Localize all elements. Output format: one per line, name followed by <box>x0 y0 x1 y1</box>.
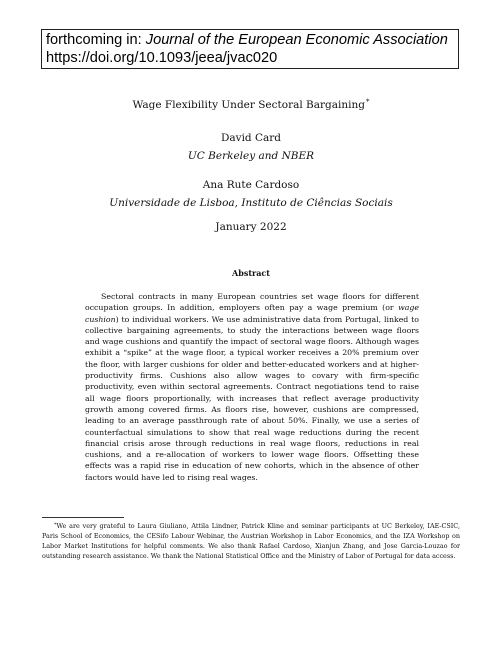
author-affiliation: UC Berkeley and NBER <box>187 150 315 162</box>
abstract-body <box>85 291 419 483</box>
author-name: David Card <box>220 132 282 144</box>
footnote-mark: * <box>54 522 57 528</box>
paper-title <box>0 98 502 111</box>
abstract-heading: Abstract <box>232 268 270 278</box>
publication-date: January 2022 <box>215 221 287 233</box>
abstract-text-part: Sectoral contracts in many European countries set wage floors for different occupation groups. In addition, employers often pay a wage premium (or <box>85 292 419 313</box>
paper-title-text: Wage Flexibility Under Sectoral Bargaining <box>132 99 365 111</box>
author-name: Ana Rute Cardoso <box>202 179 300 191</box>
forthcoming-line <box>46 31 454 49</box>
footnote-divider <box>42 517 124 518</box>
author-affiliation: Universidade de Lisboa, Instituto de Ciências Sociais <box>109 197 393 209</box>
abstract-text-part: ) to individual workers. We use administrative data from Portugal, linked to collective bargaining agreements, to study the interactions between wage floors and wage cushions and quantify the impact of sectoral wage floors. Although wages exhibit a “spike” at the wage floor, a typical worker receives a 20% premium over the floor, with larger cushions for older and better-educated workers and at higher-productivity firms. Cushions also allow wages to covary with firm-specific productivity, even within sectoral agreements. Contract negotiations tend to raise all wage floors proportionally, with increases that reflect average productivity growth among covered firms. As floors rise, however, cushions are compressed, leading to an average passthrough rate of about 50%. Finally, we use a series of counterfactual simulations to show that real wage reductions during the recent financial crisis arose through reductions in real wage floors, reductions in real cushions, and a re-allocation of workers to lower wage floors. Offsetting these effects was a rapid rise in education of new cohorts, which in the absence of other factors would have led to rising real wages. <box>85 314 419 482</box>
footnote-text: We are very grateful to Laura Giuliano, Attila Lindner, Patrick Kline and seminar participants at UC Berkeley, IAE-CSIC, Paris School of Economics, the CESifo Labour Webinar, the Austrian Workshop in Labor Economics, and the IZA Workshop on Labor Market Institutions for helpful comments. We also thank Rafael Cardoso, Xianjun Zhang, and Jose Garcia-Louzao for outstanding research assistance. We thank the National Statistical Office and the Ministry of Labor of Portugal for data access. <box>42 522 460 560</box>
forthcoming-prefix: forthcoming in: <box>46 32 146 48</box>
abstract-emphasis: wage cushion <box>85 303 419 324</box>
doi-link[interactable]: https://doi.org/10.1093/jeea/jvac020 <box>46 50 278 66</box>
footnote <box>42 520 460 561</box>
publication-banner <box>41 29 459 69</box>
title-footnote-mark[interactable]: * <box>365 98 370 106</box>
journal-name: Journal of the European Economic Association <box>145 32 448 48</box>
